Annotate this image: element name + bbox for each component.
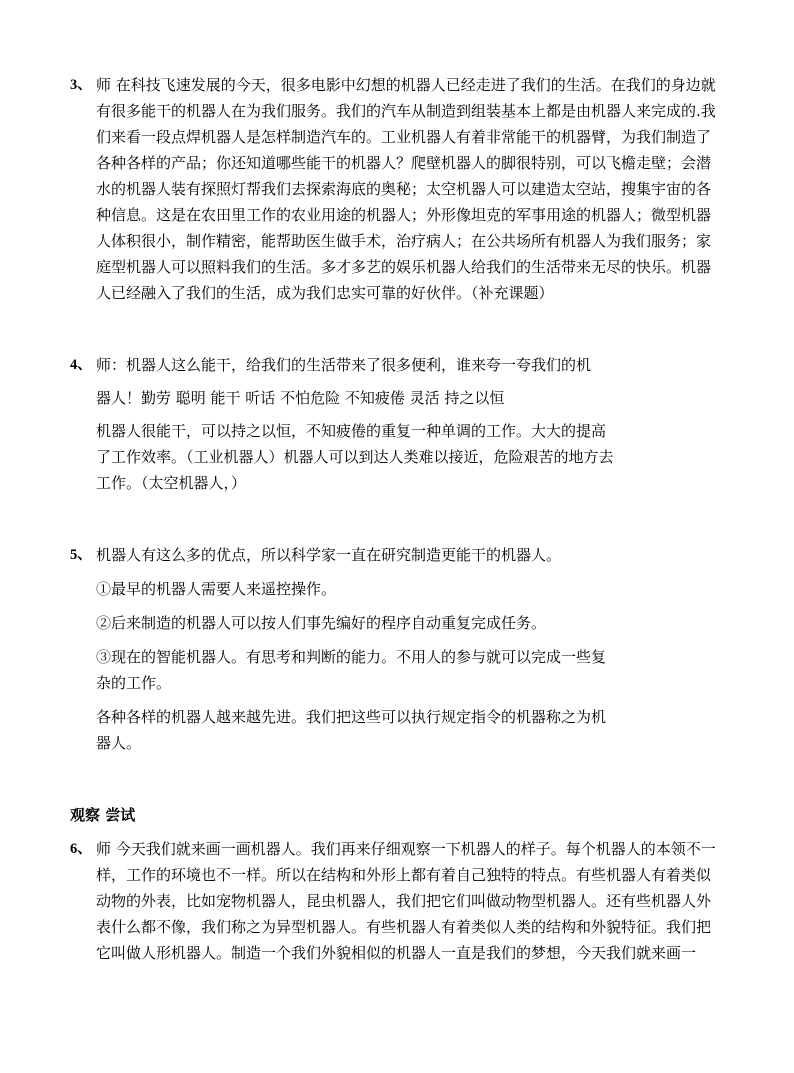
paragraph: 师 在科技飞速发展的今天，很多电影中幻想的机器人已经走进了我们的生活。在我们的身边就有很多能干的机器人在为我们服务。我们的汽车从制造到组装基本上都是由机器人来完成的.我们来看一段点焊机器人是怎样制造汽车的。工业机器人有着非常能干的机器臂，为我们制造了各种各样的产品；你还知道哪些能干的机器人？爬壁机器人的脚很特别，可以飞檐走壁；会潜水的机器人装有探照灯帮我们去探索海底的奥秘；太空机器人可以建造太空站，搜集宇宙的各种信息。这是在农田里工作的农业用途的机器人；外形像坦克的军事用途的机器人；微型机器人体积很小，制作精密，能帮助医生做手术，治疗病人；在公共场所有机器人为我们服务；家庭型机器人可以照料我们的生活。多才多艺的娱乐机器人给我们的生活带来无尽的快乐。机器人已经融入了我们的生活，成为我们忠实可靠的好伙伴。（补充课题） xyxy=(96,76,716,302)
section-heading: 观察 尝试 xyxy=(70,806,136,824)
paragraph: 机器人有这么多的优点，所以科学家一直在研究制造更能干的机器人。 xyxy=(96,546,562,564)
section-5 xyxy=(70,542,724,568)
list-item: ①最早的机器人需要人来遥控操作。 xyxy=(96,580,337,598)
list-item: ③现在的智能机器人。有思考和判断的能力。不用人的参与就可以完成一些复杂的工作。 xyxy=(96,648,607,692)
paragraph: 师 今天我们就来画一画机器人。我们再来仔细观察一下机器人的样子。每个机器人的本领不一样，工作的环境也不一样。所以在结构和外形上都有着自己独特的特点。有些机器人有着类似动物的外表，比如宠物机器人，昆虫机器人，我们把它们叫做动物型机器人。还有些机器人外表什么都不像，我们称之为异型机器人。有些机器人有着类似人类的结构和外貌特征。我们把它叫做人形机器人。制造一个我们外貌相似的机器人一直是我们的梦想，今天我们就来画一 xyxy=(96,840,716,962)
section-6 xyxy=(70,836,724,966)
section-number: 5、 xyxy=(70,547,92,563)
paragraph: 各种各样的机器人越来越先进。我们把这些可以执行规定指令的机器称之为机器人。 xyxy=(96,708,607,752)
section-body xyxy=(96,542,724,568)
section-body xyxy=(96,72,724,306)
section-3 xyxy=(70,72,724,306)
section-body xyxy=(96,836,724,966)
paragraph: 机器人很能干，可以持之以恒，不知疲倦的重复一种单调的工作。大大的提高了工作效率。（工业机器人）机器人可以到达人类难以接近，危险艰苦的地方去工作。（太空机器人，） xyxy=(96,422,614,492)
section-4 xyxy=(70,352,724,378)
praise-words: 器人！勤劳 聪明 能干 听话 不怕危险 不知疲倦 灵活 持之以恒 xyxy=(96,389,505,407)
paragraph: 师：机器人这么能干，给我们的生活带来了很多便利，谁来夸一夸我们的机 xyxy=(96,356,592,374)
section-number: 4、 xyxy=(70,357,92,373)
section-body xyxy=(96,352,724,378)
section-number: 3、 xyxy=(70,77,92,93)
section-number: 6、 xyxy=(70,841,92,857)
list-item: ②后来制造的机器人可以按人们事先编好的程序自动重复完成任务。 xyxy=(96,614,547,632)
